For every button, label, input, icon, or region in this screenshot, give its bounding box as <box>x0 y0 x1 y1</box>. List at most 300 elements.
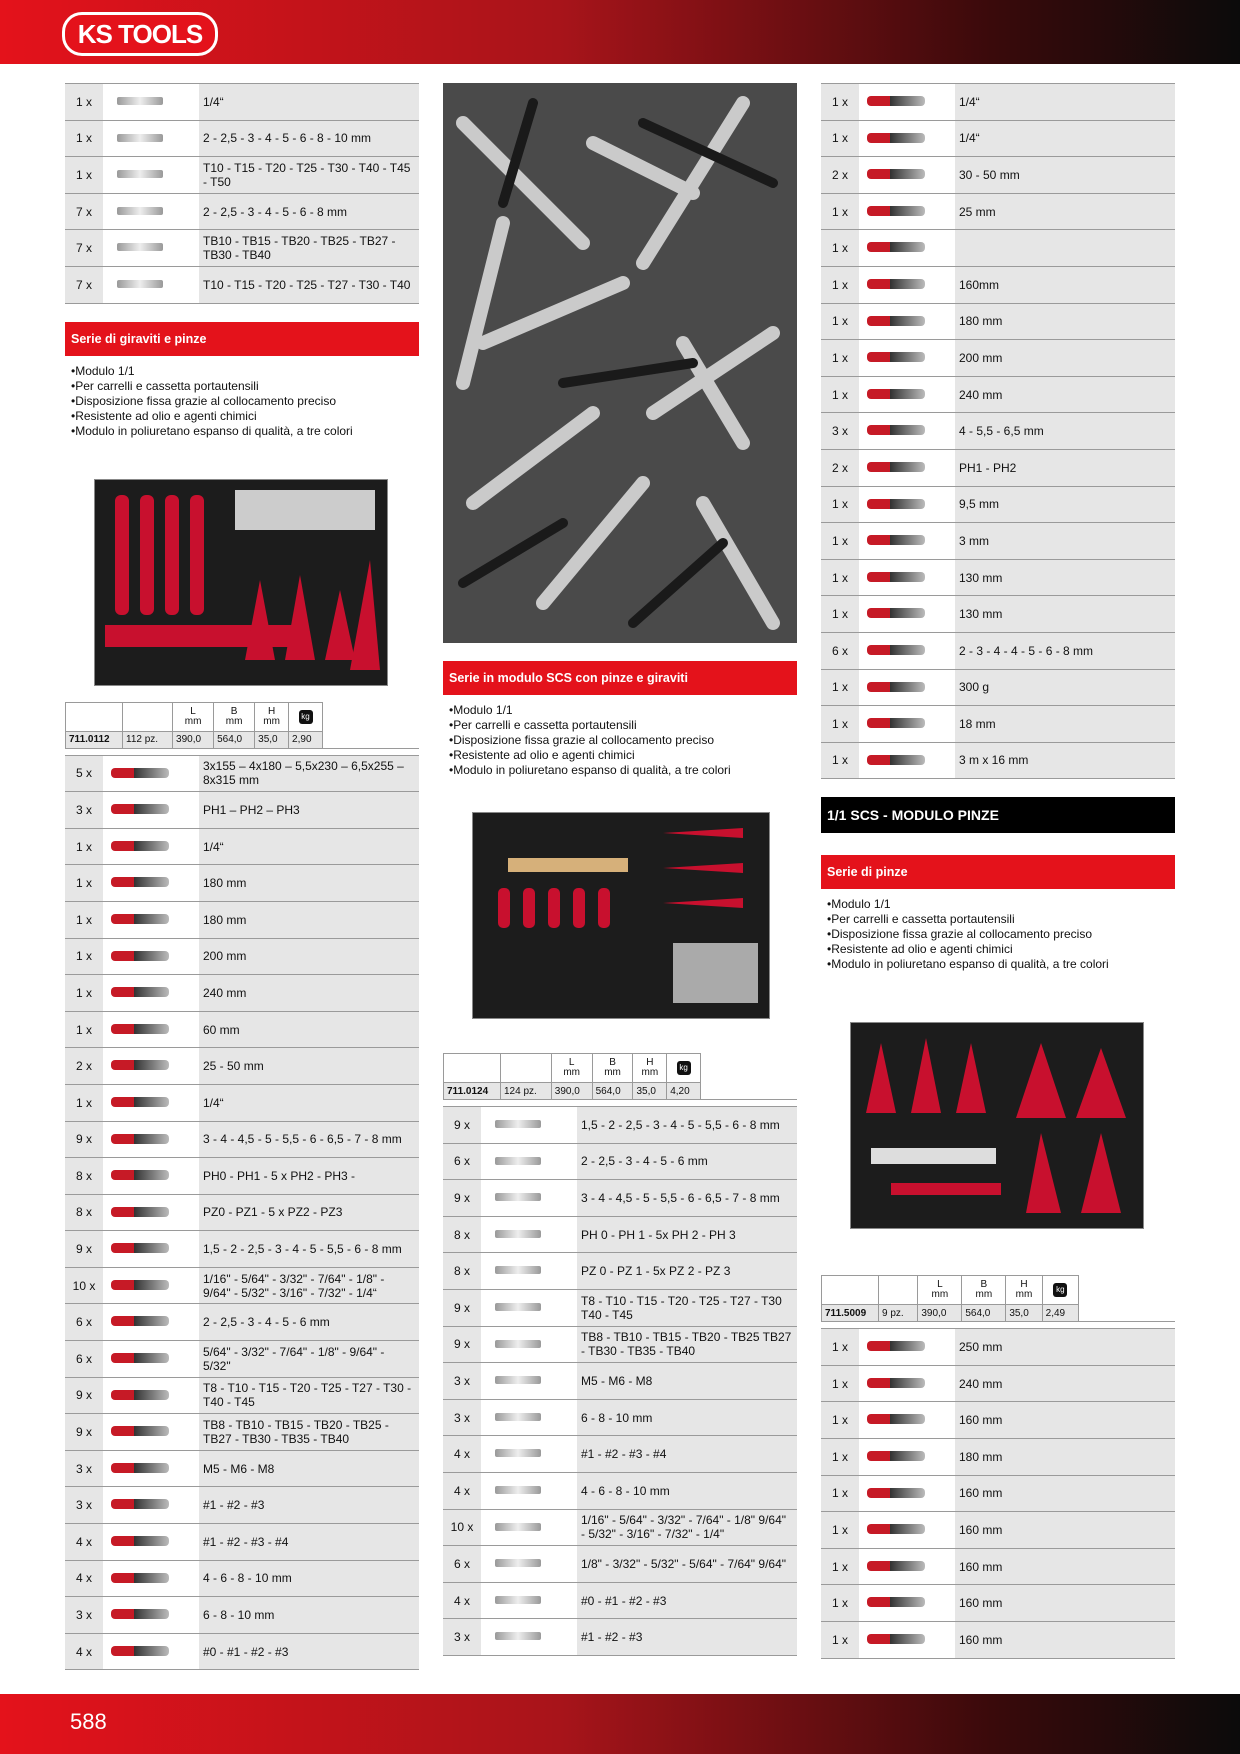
quantity: 1 x <box>821 303 859 340</box>
size-value: T8 - T10 - T15 - T20 - T25 - T27 - T30 T40 - T45 <box>577 1289 797 1326</box>
column-1 <box>65 83 419 1670</box>
tool-image <box>859 1512 955 1549</box>
table-row <box>821 596 1175 633</box>
size-value: 4 - 6 - 8 - 10 mm <box>199 1560 419 1597</box>
tool-icon <box>111 1316 169 1326</box>
tool-image <box>481 1363 577 1400</box>
table-row <box>65 84 419 121</box>
tool-image <box>103 230 199 267</box>
tool-icon <box>867 645 925 655</box>
tool-image <box>103 1011 199 1048</box>
tool-icon <box>867 608 925 618</box>
size-value: 2 - 2,5 - 3 - 4 - 5 - 6 mm <box>577 1143 797 1180</box>
tool-icon <box>111 1609 169 1619</box>
size-value: 3x155 – 4x180 – 5,5x230 – 6,5x255 – 8x315 mm <box>199 755 419 792</box>
size-value: 160 mm <box>955 1548 1175 1585</box>
table-row <box>821 303 1175 340</box>
table-row <box>65 901 419 938</box>
tool-icon <box>111 841 169 851</box>
tool-icon <box>117 243 163 251</box>
col2-section-title: Serie in modulo SCS con pinze e giraviti <box>443 661 797 695</box>
table-row <box>65 1414 419 1451</box>
col3-length: 390,0 <box>918 1305 962 1322</box>
tool-image <box>103 938 199 975</box>
quantity: 6 x <box>443 1143 481 1180</box>
tool-image <box>859 376 955 413</box>
feature-item: • Modulo 1/1 <box>71 364 419 379</box>
col2-spec-unit: mm <box>563 1067 581 1078</box>
feature-item: • Modulo in poliuretano espanso di qualità, a tre colori <box>827 957 1175 972</box>
size-value: 200 mm <box>199 938 419 975</box>
table-row <box>821 523 1175 560</box>
col3-module-title: 1/1 SCS - MODULO PINZE <box>821 797 1175 833</box>
tool-image <box>859 120 955 157</box>
feature-item: • Disposizione fissa grazie al collocamento preciso <box>71 394 419 409</box>
tool-icon <box>111 1463 169 1473</box>
tool-image <box>859 596 955 633</box>
table-row <box>65 1341 419 1378</box>
col2-contents-table <box>443 1106 797 1656</box>
table-row <box>443 1326 797 1363</box>
col3-spec-unit: mm <box>931 1289 949 1301</box>
tool-image <box>481 1107 577 1144</box>
feature-item: • Per carrelli e cassetta portautensili <box>71 379 419 394</box>
table-row <box>65 865 419 902</box>
quantity: 3 x <box>443 1399 481 1436</box>
col1-spec-unit: mm <box>263 715 280 727</box>
tool-icon <box>867 462 925 472</box>
col1-width: 564,0 <box>214 731 255 748</box>
page-number: 588 <box>70 1709 107 1734</box>
col1-art-number: 711.0112 <box>66 731 123 748</box>
quantity: 1 x <box>821 84 859 121</box>
table-row <box>65 157 419 194</box>
col3-spec-unit: mm <box>1015 1289 1033 1301</box>
weight-icon: kg <box>677 1061 691 1075</box>
tool-image <box>859 706 955 743</box>
tool-icon <box>867 425 925 435</box>
size-value: #1 - #2 - #3 - #4 <box>577 1436 797 1473</box>
quantity: 7 x <box>65 193 103 230</box>
tool-image <box>859 84 955 121</box>
quantity: 4 x <box>443 1436 481 1473</box>
size-value <box>955 230 1175 267</box>
tool-icon <box>495 1632 541 1640</box>
tool-image <box>481 1216 577 1253</box>
tool-image <box>859 742 955 779</box>
tool-image <box>103 1377 199 1414</box>
col2-spec-l: L <box>568 1057 575 1068</box>
quantity: 8 x <box>443 1253 481 1290</box>
quantity: 9 x <box>65 1377 103 1414</box>
col1-height: 35,0 <box>255 731 289 748</box>
quantity: 1 x <box>821 1365 859 1402</box>
tool-image <box>103 1597 199 1634</box>
size-value: 4 - 6 - 8 - 10 mm <box>577 1472 797 1509</box>
tool-image <box>103 157 199 194</box>
tool-icon <box>867 1561 925 1571</box>
tool-icon <box>867 1488 925 1498</box>
col1-spec-l: L <box>190 705 196 717</box>
quantity: 3 x <box>443 1619 481 1656</box>
col1-section-title: Serie di giraviti e pinze <box>65 322 419 356</box>
feature-item: • Modulo 1/1 <box>827 897 1175 912</box>
table-row <box>65 193 419 230</box>
tool-image <box>481 1619 577 1656</box>
size-value: PH 0 - PH 1 - 5x PH 2 - PH 3 <box>577 1216 797 1253</box>
size-value: 1,5 - 2 - 2,5 - 3 - 4 - 5 - 5,5 - 6 - 8 mm <box>577 1107 797 1144</box>
quantity: 1 x <box>821 1548 859 1585</box>
tool-image <box>103 1524 199 1561</box>
quantity: 1 x <box>821 193 859 230</box>
table-row <box>65 266 419 303</box>
tool-image <box>859 1329 955 1366</box>
quantity: 1 x <box>65 938 103 975</box>
size-value: 1,5 - 2 - 2,5 - 3 - 4 - 5 - 5,5 - 6 - 8 mm <box>199 1231 419 1268</box>
table-row <box>821 449 1175 486</box>
col2-features <box>449 703 797 778</box>
page-header <box>0 0 1240 64</box>
tool-icon <box>495 1559 541 1567</box>
tool-icon <box>495 1266 541 1274</box>
col3-contents-table <box>821 1328 1175 1658</box>
size-value: 2 - 2,5 - 3 - 4 - 5 - 6 - 8 mm <box>199 193 419 230</box>
tool-image <box>103 755 199 792</box>
table-row <box>65 1560 419 1597</box>
quantity: 8 x <box>65 1158 103 1195</box>
tray-image <box>473 813 769 1018</box>
col3-features <box>827 897 1175 972</box>
size-value: 160 mm <box>955 1585 1175 1622</box>
tool-image <box>859 193 955 230</box>
quantity: 9 x <box>65 1414 103 1451</box>
tool-image <box>481 1289 577 1326</box>
tool-image <box>103 1048 199 1085</box>
quantity: 10 x <box>443 1509 481 1546</box>
table-row <box>65 1633 419 1670</box>
tool-icon <box>111 987 169 997</box>
size-value: 1/4“ <box>199 84 419 121</box>
table-row <box>821 1548 1175 1585</box>
quantity: 7 x <box>65 230 103 267</box>
quantity: 4 x <box>65 1560 103 1597</box>
tray-image <box>851 1023 1143 1228</box>
quantity: 3 x <box>821 413 859 450</box>
tool-icon <box>111 1390 169 1400</box>
size-value: 60 mm <box>199 1011 419 1048</box>
table-row <box>443 1180 797 1217</box>
tool-image <box>859 1622 955 1659</box>
tool-icon <box>867 316 925 326</box>
column-3 <box>821 83 1175 1659</box>
quantity: 1 x <box>821 230 859 267</box>
tool-icon <box>867 169 925 179</box>
tool-image <box>859 1365 955 1402</box>
size-value: #1 - #2 - #3 <box>199 1487 419 1524</box>
tool-icon <box>111 804 169 814</box>
tool-image <box>103 1341 199 1378</box>
tool-image <box>103 1231 199 1268</box>
table-row <box>65 1231 419 1268</box>
tool-icon <box>867 755 925 765</box>
quantity: 1 x <box>821 120 859 157</box>
tool-icon <box>495 1486 541 1494</box>
col1-length: 390,0 <box>173 731 214 748</box>
tool-icon <box>117 170 163 178</box>
tool-image <box>859 1475 955 1512</box>
size-value: PH1 - PH2 <box>955 449 1175 486</box>
table-row <box>821 1329 1175 1366</box>
tool-image <box>859 486 955 523</box>
table-row <box>65 230 419 267</box>
size-value: PH0 - PH1 - 5 x PH2 - PH3 - <box>199 1158 419 1195</box>
size-value: PZ0 - PZ1 - 5 x PZ2 - PZ3 <box>199 1194 419 1231</box>
table-row <box>821 413 1175 450</box>
size-value: #1 - #2 - #3 <box>577 1619 797 1656</box>
col3-spec-table <box>821 1275 1175 1322</box>
quantity: 8 x <box>65 1194 103 1231</box>
table-row <box>65 1158 419 1195</box>
col2-pieces: 124 pz. <box>501 1083 552 1100</box>
feature-item: • Modulo in poliuretano espanso di qualità, a tre colori <box>449 763 797 778</box>
tool-icon <box>867 1597 925 1607</box>
table-row <box>821 157 1175 194</box>
col3-top-table <box>821 83 1175 779</box>
tool-icon <box>867 279 925 289</box>
size-value: 1/16" - 5/64" - 3/32" - 7/64" - 1/8" - 9/64" - 5/32" - 3/16" - 7/32" - 1/4“ <box>199 1267 419 1304</box>
quantity: 2 x <box>821 157 859 194</box>
tool-icon <box>111 1536 169 1546</box>
size-value: 160 mm <box>955 1475 1175 1512</box>
quantity: 4 x <box>443 1472 481 1509</box>
tool-image <box>859 632 955 669</box>
tool-image <box>859 1548 955 1585</box>
tool-image <box>859 157 955 194</box>
col1-spec-table <box>65 702 419 749</box>
table-row <box>65 1524 419 1561</box>
col2-art-number: 711.0124 <box>444 1083 501 1100</box>
quantity: 6 x <box>65 1341 103 1378</box>
feature-item: • Modulo 1/1 <box>449 703 797 718</box>
feature-item: • Modulo in poliuretano espanso di qualità, a tre colori <box>71 424 419 439</box>
quantity: 1 x <box>65 1011 103 1048</box>
tool-image <box>481 1399 577 1436</box>
size-value: 3 - 4 - 4,5 - 5 - 5,5 - 6 - 6,5 - 7 - 8 mm <box>199 1121 419 1158</box>
size-value: #0 - #1 - #2 - #3 <box>199 1633 419 1670</box>
tool-icon <box>111 1499 169 1509</box>
tool-image <box>103 84 199 121</box>
table-row <box>821 1512 1175 1549</box>
table-row <box>821 340 1175 377</box>
tool-image <box>103 1487 199 1524</box>
tool-icon <box>111 914 169 924</box>
table-row <box>443 1619 797 1656</box>
tool-icon <box>495 1449 541 1457</box>
size-value: 240 mm <box>955 376 1175 413</box>
quantity: 1 x <box>821 1475 859 1512</box>
quantity: 1 x <box>65 157 103 194</box>
table-row <box>65 792 419 829</box>
col3-spec-unit: mm <box>975 1289 993 1301</box>
tool-icon <box>495 1376 541 1384</box>
tray-image <box>95 480 387 685</box>
size-value: 18 mm <box>955 706 1175 743</box>
tool-image <box>481 1436 577 1473</box>
quantity: 9 x <box>65 1231 103 1268</box>
tool-icon <box>117 207 163 215</box>
tool-image <box>103 1560 199 1597</box>
tool-icon <box>111 1353 169 1363</box>
size-value: 5/64" - 3/32" - 7/64" - 1/8" - 9/64" - 5/32" <box>199 1341 419 1378</box>
tool-icon <box>867 1524 925 1534</box>
quantity: 9 x <box>443 1107 481 1144</box>
table-row <box>443 1399 797 1436</box>
quantity: 9 x <box>65 1121 103 1158</box>
table-row <box>443 1363 797 1400</box>
tool-icon <box>111 1207 169 1217</box>
size-value: 1/8" - 3/32" - 5/32" - 5/64" - 7/64" 9/64" <box>577 1546 797 1583</box>
weight-icon: kg <box>299 710 313 724</box>
quantity: 1 x <box>821 596 859 633</box>
quantity: 6 x <box>821 632 859 669</box>
quantity: 1 x <box>821 706 859 743</box>
size-value: 180 mm <box>955 1439 1175 1476</box>
col2-spec-unit: mm <box>604 1067 621 1078</box>
col2-spec-unit: mm <box>641 1067 659 1078</box>
table-row <box>65 1304 419 1341</box>
pliers-heap-photo <box>443 83 797 643</box>
tool-icon <box>867 682 925 692</box>
table-row <box>821 376 1175 413</box>
pliers-heap-image <box>443 83 797 643</box>
tool-icon <box>111 1024 169 1034</box>
quantity: 3 x <box>65 1597 103 1634</box>
quantity: 4 x <box>65 1633 103 1670</box>
tool-icon <box>867 1378 925 1388</box>
size-value: 130 mm <box>955 559 1175 596</box>
size-value: 160mm <box>955 266 1175 303</box>
tool-icon <box>111 951 169 961</box>
tool-icon <box>867 1451 925 1461</box>
size-value: M5 - M6 - M8 <box>199 1450 419 1487</box>
quantity: 4 x <box>443 1582 481 1619</box>
size-value: 240 mm <box>199 975 419 1012</box>
tool-image <box>103 120 199 157</box>
size-value: 3 mm <box>955 523 1175 560</box>
tool-icon <box>117 97 163 105</box>
tool-icon <box>495 1340 541 1348</box>
tool-image <box>481 1326 577 1363</box>
table-row <box>65 938 419 975</box>
tool-image <box>103 1158 199 1195</box>
tool-icon <box>495 1120 541 1128</box>
tool-image <box>103 1084 199 1121</box>
tool-icon <box>495 1230 541 1238</box>
tool-icon <box>495 1413 541 1421</box>
col2-width: 564,0 <box>592 1083 633 1100</box>
col1-contents-table <box>65 755 419 1671</box>
table-row <box>821 1365 1175 1402</box>
tool-image <box>103 1633 199 1670</box>
size-value: 3 - 4 - 4,5 - 5 - 5,5 - 6 - 6,5 - 7 - 8 mm <box>577 1180 797 1217</box>
quantity: 1 x <box>65 865 103 902</box>
size-value: 3 m x 16 mm <box>955 742 1175 779</box>
quantity: 1 x <box>821 376 859 413</box>
quantity: 1 x <box>821 742 859 779</box>
col1-tray-photo <box>94 479 388 686</box>
tool-image <box>859 266 955 303</box>
size-value: 240 mm <box>955 1365 1175 1402</box>
col1-spec-h: H <box>267 705 276 717</box>
tool-image <box>103 1414 199 1451</box>
page-footer <box>0 1694 1240 1754</box>
tool-icon <box>495 1157 541 1165</box>
tool-icon <box>867 1414 925 1424</box>
table-row <box>65 1267 419 1304</box>
quantity: 1 x <box>65 1084 103 1121</box>
quantity: 1 x <box>65 828 103 865</box>
tool-icon <box>111 1097 169 1107</box>
table-row <box>443 1107 797 1144</box>
tool-icon <box>111 1573 169 1583</box>
tool-image <box>859 1585 955 1622</box>
size-value: 180 mm <box>199 901 419 938</box>
feature-item: • Resistente ad olio e agenti chimici <box>71 409 419 424</box>
col1-spec-unit: mm <box>184 715 202 727</box>
size-value: T10 - T15 - T20 - T25 - T30 - T40 - T45 - T50 <box>199 157 419 194</box>
size-value: 130 mm <box>955 596 1175 633</box>
table-row <box>443 1509 797 1546</box>
quantity: 6 x <box>443 1546 481 1583</box>
col1-pieces: 112 pz. <box>123 731 173 748</box>
col3-spec-l: L <box>937 1279 943 1291</box>
table-row <box>821 193 1175 230</box>
table-row <box>443 1289 797 1326</box>
col3-spec-h: H <box>1020 1279 1028 1291</box>
table-row <box>65 1450 419 1487</box>
table-row <box>65 120 419 157</box>
tool-image <box>481 1509 577 1546</box>
column-2 <box>443 83 797 1656</box>
tool-image <box>103 1304 199 1341</box>
quantity: 1 x <box>821 1512 859 1549</box>
size-value: #0 - #1 - #2 - #3 <box>577 1582 797 1619</box>
tool-icon <box>111 1170 169 1180</box>
feature-item: • Resistente ad olio e agenti chimici <box>449 748 797 763</box>
col2-weight: 4,20 <box>667 1083 701 1100</box>
tool-image <box>859 559 955 596</box>
tool-image <box>103 1121 199 1158</box>
quantity: 5 x <box>65 755 103 792</box>
quantity: 1 x <box>821 1402 859 1439</box>
size-value: 160 mm <box>955 1622 1175 1659</box>
size-value: 6 - 8 - 10 mm <box>577 1399 797 1436</box>
size-value: 1/4“ <box>955 84 1175 121</box>
col3-width: 564,0 <box>962 1305 1006 1322</box>
quantity: 1 x <box>821 266 859 303</box>
tool-image <box>103 266 199 303</box>
size-value: 250 mm <box>955 1329 1175 1366</box>
quantity: 3 x <box>65 1487 103 1524</box>
size-value: 1/4“ <box>955 120 1175 157</box>
quantity: 10 x <box>65 1267 103 1304</box>
col2-spec-b: B <box>609 1057 616 1068</box>
table-row <box>821 486 1175 523</box>
tool-icon <box>867 206 925 216</box>
table-row <box>65 975 419 1012</box>
size-value: TB8 - TB10 - TB15 - TB20 - TB25 TB27 - TB30 - TB35 - TB40 <box>577 1326 797 1363</box>
quantity: 3 x <box>65 792 103 829</box>
